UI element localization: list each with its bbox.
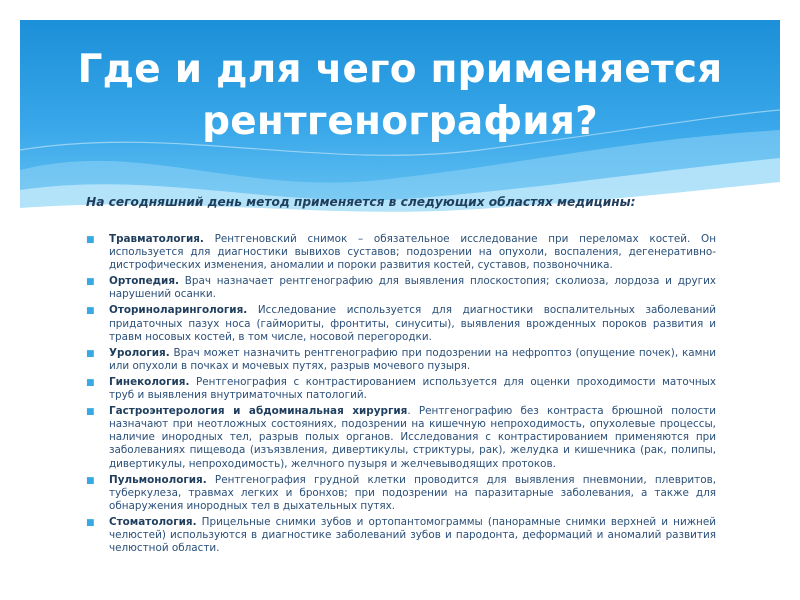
application-list xyxy=(86,233,716,558)
list-item xyxy=(86,233,716,272)
list-item xyxy=(86,376,716,402)
title-line-1: Где и для чего применяется xyxy=(77,47,723,92)
item-text: Исследование используется для диагностики воспалительных заболеваний придаточных пазух носа (гаймориты, фронтиты, синуситы), выявления врожденных пороков развития и травм носовых костей, в том числе, носовой перегородки. xyxy=(109,304,716,343)
list-item xyxy=(86,516,716,555)
list-item xyxy=(86,275,716,301)
slide-title xyxy=(20,44,780,148)
item-term: Ортопедия. xyxy=(109,275,179,288)
square-bullet-icon: ■ xyxy=(86,348,95,359)
title-line-2: рентгенография? xyxy=(202,99,598,144)
item-term: Стоматология. xyxy=(109,515,197,528)
list-item xyxy=(86,474,716,513)
intro-text: На сегодняшний день метод применяется в следующих областях медицины: xyxy=(86,195,636,209)
list-item xyxy=(86,304,716,343)
title-banner xyxy=(20,20,780,220)
square-bullet-icon: ■ xyxy=(86,517,95,528)
item-text: Рентгенография грудной клетки проводится для выявления пневмонии, плевритов, туберкулеза, травмах легких и бронхов; при подозрении на паразитарные заболевания, а также для обнаружения инородных тел в дыхательных путях. xyxy=(109,473,716,512)
square-bullet-icon: ■ xyxy=(86,377,95,388)
item-term: Гинекология. xyxy=(109,375,190,388)
item-term: Урология. xyxy=(109,346,170,359)
item-text: Врач назначает рентгенографию для выявления плоскостопия; сколиоза, лордоза и других нарушений осанки. xyxy=(109,275,716,301)
square-bullet-icon: ■ xyxy=(86,277,95,288)
square-bullet-icon: ■ xyxy=(86,235,95,245)
item-term: Гастроэнтерология и абдоминальная хирургия xyxy=(109,405,408,418)
item-term: Оториноларингология. xyxy=(109,304,248,317)
item-text: Врач может назначить рентгенографию при подозрении на нефроптоз (опущение почек), камни или опухоли в почках и мочевых путях, разрыв мочевого пузыря. xyxy=(109,346,716,372)
square-bullet-icon: ■ xyxy=(86,306,95,317)
item-text: Рентгеновский снимок – обязательное исследование при переломах костей. Он используется для диагностики вывихов суставов; подозрении на опухоли, воспаления, дегенеративно-дистрофических изменения, аномалии и пороки развития костей, суставов, позвоночника. xyxy=(109,233,716,272)
list-item xyxy=(86,347,716,373)
square-bullet-icon: ■ xyxy=(86,407,95,418)
item-text: Прицельные снимки зубов и ортопантомограммы (панорамные снимки верхней и нижней челюстей) используются в диагностике заболеваний зубов и пародонта, деформаций и аномалий развития челюстной области. xyxy=(109,515,716,555)
list-item xyxy=(86,405,716,470)
item-term: Пульмонология. xyxy=(109,473,207,486)
square-bullet-icon: ■ xyxy=(86,475,95,486)
item-text: Рентгенография с контрастированием используется для оценки проходимости маточных труб и выявления внутриматочных патологий. xyxy=(109,375,716,402)
item-term: Травматология. xyxy=(109,233,204,245)
item-text: . Рентгенографию без контраста брюшной полости назначают при неотложных состояниях, подозрении на кишечную непроходимость, опухолевые процессы, наличие инородных тел, разрыв полых органов. Исследования с контрастированием применяются при заболеваниях пищевода (изъязвления, дивертикулы, стриктуры, рак), желудка и кишечника (рак, полипы, дивертикулы, непроходимость), желчного пузыря и желчевыводящих протоков. xyxy=(109,405,716,470)
